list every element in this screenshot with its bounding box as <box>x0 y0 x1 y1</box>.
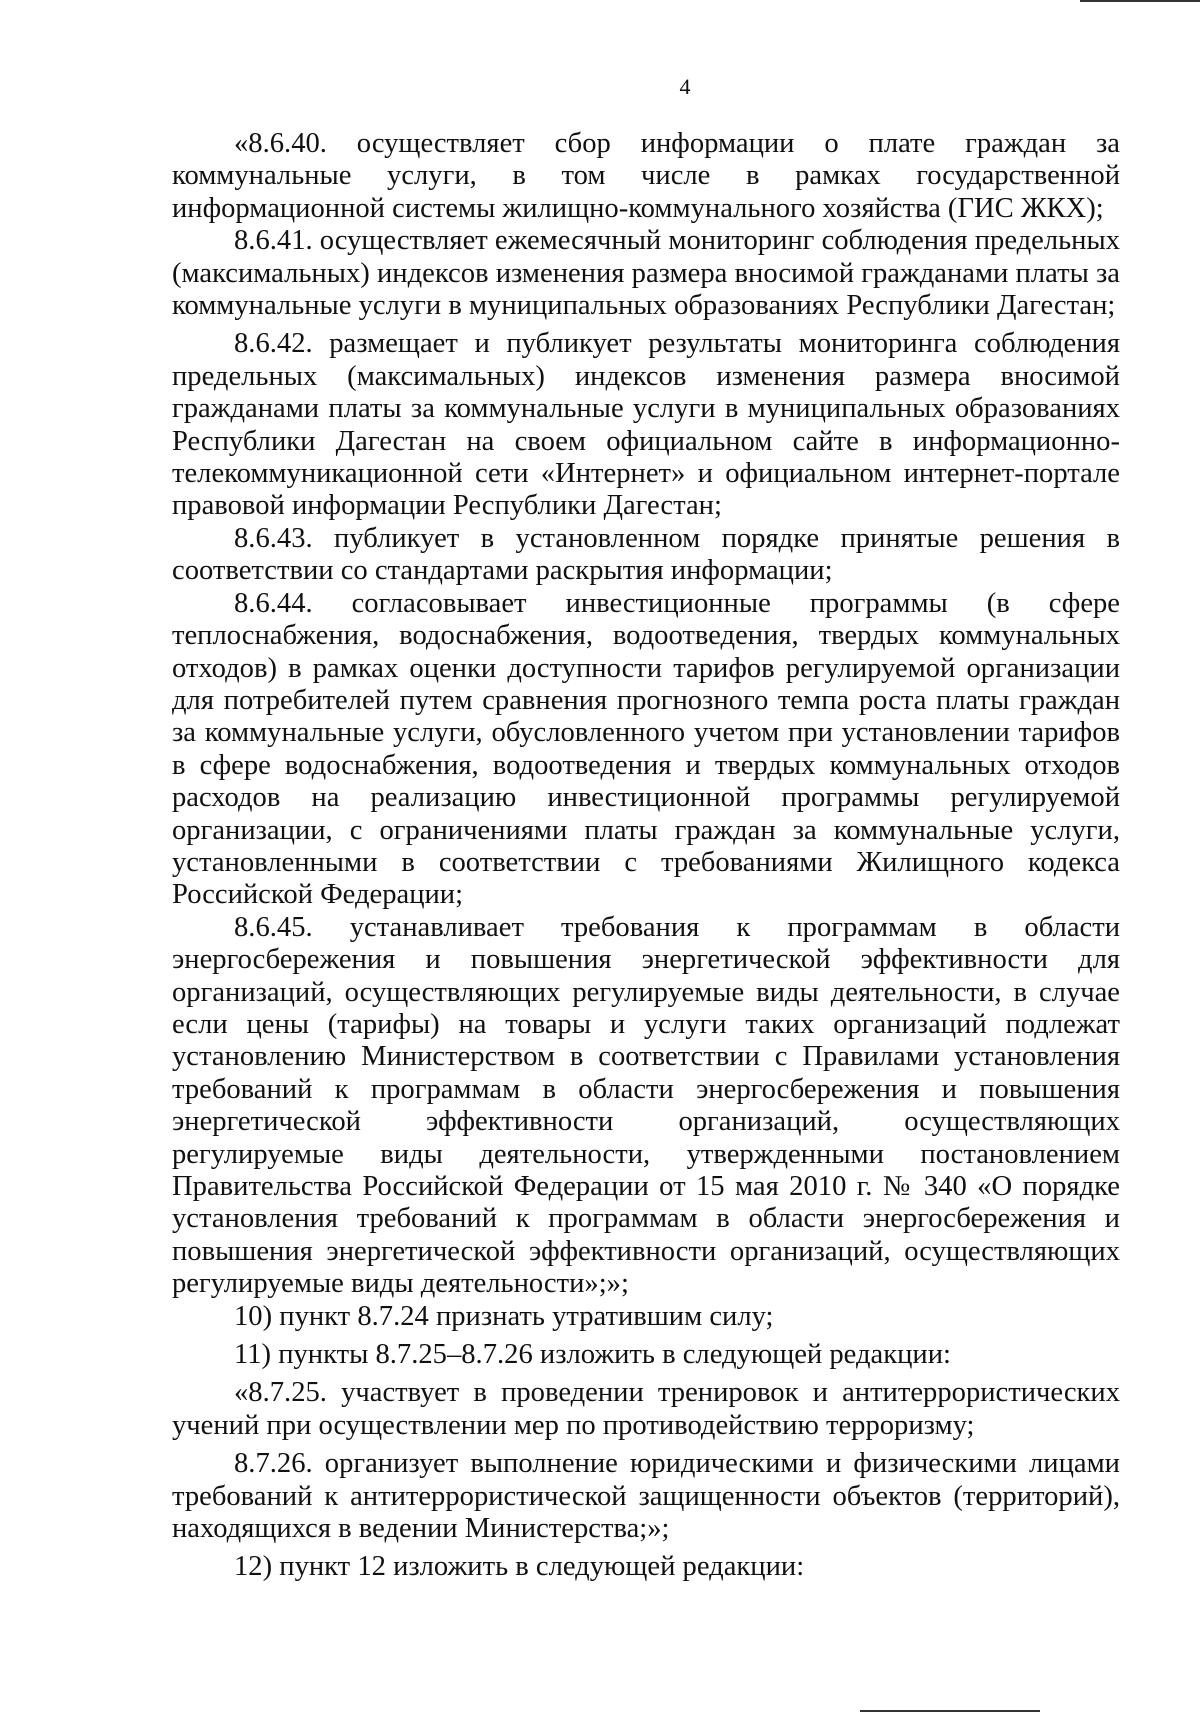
paragraph-item-12: 12) пункт 12 изложить в следующей редакции: <box>234 1551 805 1583</box>
page-number: 4 <box>679 74 691 99</box>
paragraph-item-11: 11) пункты 8.7.25–8.7.26 изложить в следующей редакции: <box>234 1339 951 1371</box>
paragraph-8-6-42: 8.6.42. размещает и публикует результаты мониторинга соблюдения предельных (максимальных) индексов изменения размера вносимой гражданами платы за коммунальные услуги в муниципальных образованиях Республики Дагестан на своем официальном сайте в информационно-телекоммуникационной сети «Интернет» и официальном интернет-портале правовой информации Республики Дагестан; <box>172 328 1120 522</box>
paragraph-8-6-45: 8.6.45. устанавливает требования к программам в области энергосбережения и повышения энергетической эффективности для организаций, осуществляющих регулируемые виды деятельности, в случае если цены (тарифы) на товары и услуги таких организаций подлежат установлению Министерством в соответствии с Правилами установления требований к программам в области энергосбережения и повышения энергетической эффективности организаций, осуществляющих регулируемые виды деятельности, утвержденными постановлением Правительства Российской Федерации от 15 мая 2010 г. № 340 «О порядке установления требований к программам в области энергосбережения и повышения энергетической эффективности организаций, осуществляющих регулируемые виды деятельности»;»; <box>172 911 1120 1300</box>
document-body <box>172 128 1120 1584</box>
paragraph-8-6-43: 8.6.43. публикует в установленном порядке принятые решения в соответствии со стандартами раскрытия информации; <box>172 522 1120 587</box>
paragraph-item-10: 10) пункт 8.7.24 признать утратившим силу; <box>234 1300 774 1332</box>
paragraph-8-6-44: 8.6.44. согласовывает инвестиционные программы (в сфере теплоснабжения, водоснабжения, водоотведения, твердых коммунальных отходов) в рамках оценки доступности тарифов регулируемой организации для потребителей путем сравнения прогнозного темпа роста платы граждан за коммунальные услуги, обусловленного учетом при установлении тарифов в сфере водоснабжения, водоотведения и твердых коммунальных отходов расходов на реализацию инвестиционной программы регулируемой организации, с ограничениями платы граждан за коммунальные услуги, установленными в соответствии с требованиями Жилищного кодекса Российской Федерации; <box>172 587 1120 911</box>
scan-edge-line-top <box>1080 0 1200 2</box>
paragraph-8-7-26: 8.7.26. организует выполнение юридическими и физическими лицами требований к антитеррористической защищенности объектов (территорий), находящихся в ведении Министерства;»; <box>172 1448 1120 1545</box>
paragraph-8-6-41: 8.6.41. осуществляет ежемесячный мониторинг соблюдения предельных (максимальных) индексов изменения размера вносимой гражданами платы за коммунальные услуги в муниципальных образованиях Республики Дагестан; <box>172 225 1120 322</box>
paragraph-8-7-25: «8.7.25. участвует в проведении тренировок и антитеррористических учений при осуществлении мер по противодействию терроризму; <box>172 1377 1120 1441</box>
paragraph-8-6-40: «8.6.40. осуществляет сбор информации о плате граждан за коммунальные услуги, в том числе в рамках государственной информационной системы жилищно-коммунального хозяйства (ГИС ЖКХ); <box>172 128 1120 224</box>
scan-edge-line-bottom <box>860 1710 1040 1712</box>
